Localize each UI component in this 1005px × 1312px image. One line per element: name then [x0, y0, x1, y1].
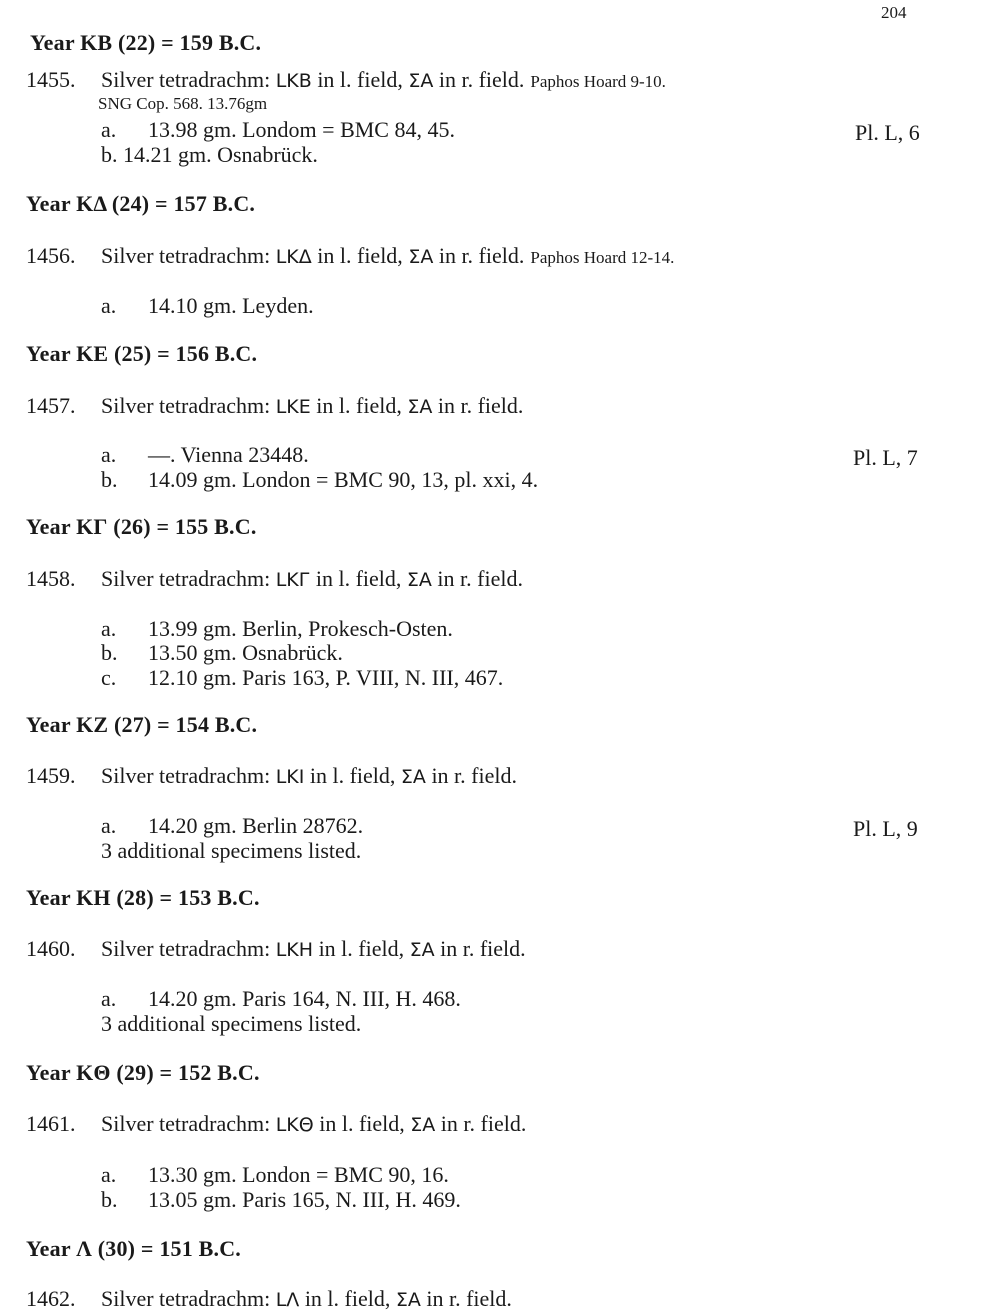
year-heading: Year KB (22) = 159 B.C. — [30, 30, 262, 55]
year-heading: Year KГ (26) = 155 B.C. — [26, 514, 257, 539]
entry-text: in l. field, — [311, 243, 409, 268]
catalog-entry — [26, 936, 526, 962]
catalog-entry — [26, 566, 523, 592]
specimen-text: 12.10 gm. Paris 163, P. VIII, N. III, 467. — [148, 665, 504, 690]
entry-text: in l. field, — [313, 936, 410, 961]
catalog-entry — [26, 1286, 512, 1312]
specimen-letter: a. — [101, 986, 117, 1011]
specimen-line — [101, 293, 314, 319]
year-heading: Year KZ (27) = 154 B.C. — [26, 712, 258, 737]
catalog-entry — [26, 1111, 526, 1137]
year-heading: Year KΔ (24) = 157 B.C. — [26, 191, 256, 216]
right-field-legend: ΣA — [395, 1289, 421, 1311]
plate-reference: Pl. L, 9 — [853, 816, 918, 841]
plate-reference: Pl. L, 6 — [855, 120, 920, 145]
entry-text: Silver tetradrachm: — [101, 1111, 276, 1136]
specimen-text: 14.09 gm. London = BMC 90, 13, pl. xxi, 4. — [148, 467, 539, 492]
specimen-line — [101, 813, 363, 839]
specimen-letter: a. — [101, 1162, 117, 1187]
entry-text: in l. field, — [311, 67, 409, 92]
sng-reference: SNG Cop. 568. 13.76gm — [98, 94, 268, 113]
catalog-entry — [26, 763, 517, 789]
specimen-letter: b. — [101, 640, 118, 665]
entry-number: 1458. — [26, 566, 76, 591]
entry-text: Silver tetradrachm: — [101, 936, 276, 961]
year-heading: Year KE (25) = 156 B.C. — [26, 341, 258, 366]
entry-text: in r. field. — [435, 1111, 527, 1136]
entry-number: 1462. — [26, 1286, 76, 1311]
specimen-line — [101, 986, 461, 1012]
entry-text: in r. field. — [433, 243, 525, 268]
specimen-line — [101, 1162, 449, 1188]
specimen-letter: a. — [101, 813, 117, 838]
catalog-entry — [26, 393, 523, 419]
specimen-line — [101, 442, 309, 468]
additional-specimens-note: 3 additional specimens listed. — [101, 1011, 362, 1036]
entry-text: Silver tetradrachm: — [101, 763, 276, 788]
entry-text: in r. field. — [433, 67, 525, 92]
entry-text: in l. field, — [310, 566, 407, 591]
specimen-line — [101, 665, 503, 691]
left-field-legend: LΛ — [275, 1289, 300, 1311]
specimen-line — [101, 142, 318, 168]
entry-text: in r. field. — [420, 1286, 512, 1311]
right-field-legend: ΣA — [408, 246, 434, 268]
year-heading: Year KΘ (29) = 152 B.C. — [26, 1060, 260, 1085]
specimen-text: —. Vienna 23448. — [148, 442, 309, 467]
entry-text: in r. field. — [431, 566, 523, 591]
specimen-line — [101, 117, 455, 143]
right-field-legend: ΣA — [410, 1114, 436, 1136]
specimen-letter: c. — [101, 665, 117, 690]
entry-text: Silver tetradrachm: — [101, 67, 276, 92]
left-field-legend: LKE — [275, 396, 311, 418]
entry-text: Silver tetradrachm: — [101, 393, 276, 418]
entry-text: in l. field, — [310, 393, 408, 418]
year-heading: Year Λ (30) = 151 B.C. — [26, 1236, 242, 1261]
right-field-legend: ΣA — [409, 939, 435, 961]
entry-text: Silver tetradrachm: — [101, 566, 276, 591]
entry-text: in l. field, — [299, 1286, 396, 1311]
specimen-line — [101, 640, 343, 666]
specimen-text: 13.30 gm. London = BMC 90, 16. — [148, 1162, 449, 1187]
left-field-legend: LKΔ — [275, 246, 312, 268]
entry-number: 1460. — [26, 936, 76, 961]
catalog-entry — [26, 67, 666, 93]
specimen-text: 14.20 gm. Paris 164, N. III, H. 468. — [148, 986, 461, 1011]
left-field-legend: LKB — [275, 70, 312, 92]
entry-number: 1461. — [26, 1111, 76, 1136]
specimen-line — [101, 467, 538, 493]
entry-number: 1457. — [26, 393, 76, 418]
additional-specimens-note: 3 additional specimens listed. — [101, 838, 362, 863]
entry-text: in r. field. — [432, 393, 524, 418]
right-field-legend: ΣA — [406, 569, 432, 591]
entry-number: 1459. — [26, 763, 76, 788]
catalog-entry — [26, 243, 674, 269]
entry-number: 1455. — [26, 67, 76, 92]
specimen-letter: a. — [101, 293, 117, 318]
entry-number: 1456. — [26, 243, 76, 268]
plate-reference: Pl. L, 7 — [853, 445, 918, 470]
entry-text: in r. field. — [425, 763, 517, 788]
right-field-legend: ΣA — [407, 396, 433, 418]
specimen-text: 14.10 gm. Leyden. — [148, 293, 314, 318]
specimen-text: 14.21 gm. Osnabrück. — [123, 142, 318, 167]
entry-text: in l. field, — [313, 1111, 411, 1136]
specimen-text: 14.20 gm. Berlin 28762. — [148, 813, 364, 838]
left-field-legend: LKI — [275, 766, 305, 788]
entry-text: in l. field, — [304, 763, 401, 788]
specimen-text: 13.99 gm. Berlin, Prokesch-Osten. — [148, 616, 453, 641]
right-field-legend: ΣA — [400, 766, 426, 788]
specimen-text: 13.98 gm. Londom = BMC 84, 45. — [148, 117, 455, 142]
specimen-letter: a. — [101, 442, 117, 467]
left-field-legend: LKГ — [275, 569, 311, 591]
year-heading: Year KH (28) = 153 B.C. — [26, 885, 260, 910]
entry-text: in r. field. — [434, 936, 526, 961]
entry-text: Silver tetradrachm: — [101, 243, 276, 268]
specimen-letter: b. — [101, 142, 118, 167]
page-number: 204 — [881, 3, 907, 22]
specimen-letter: a. — [101, 616, 117, 641]
specimen-letter: b. — [101, 467, 118, 492]
left-field-legend: LKΘ — [275, 1114, 314, 1136]
hoard-reference: Paphos Hoard 12-14. — [530, 248, 675, 267]
entry-text: Silver tetradrachm: — [101, 1286, 276, 1311]
specimen-text: 13.50 gm. Osnabrück. — [148, 640, 343, 665]
hoard-reference: Paphos Hoard 9-10. — [530, 72, 666, 91]
specimen-line — [101, 616, 453, 642]
specimen-line — [101, 1187, 461, 1213]
left-field-legend: LKH — [275, 939, 314, 961]
right-field-legend: ΣA — [408, 70, 434, 92]
specimen-text: 13.05 gm. Paris 165, N. III, H. 469. — [148, 1187, 461, 1212]
specimen-letter: a. — [101, 117, 117, 142]
specimen-letter: b. — [101, 1187, 118, 1212]
